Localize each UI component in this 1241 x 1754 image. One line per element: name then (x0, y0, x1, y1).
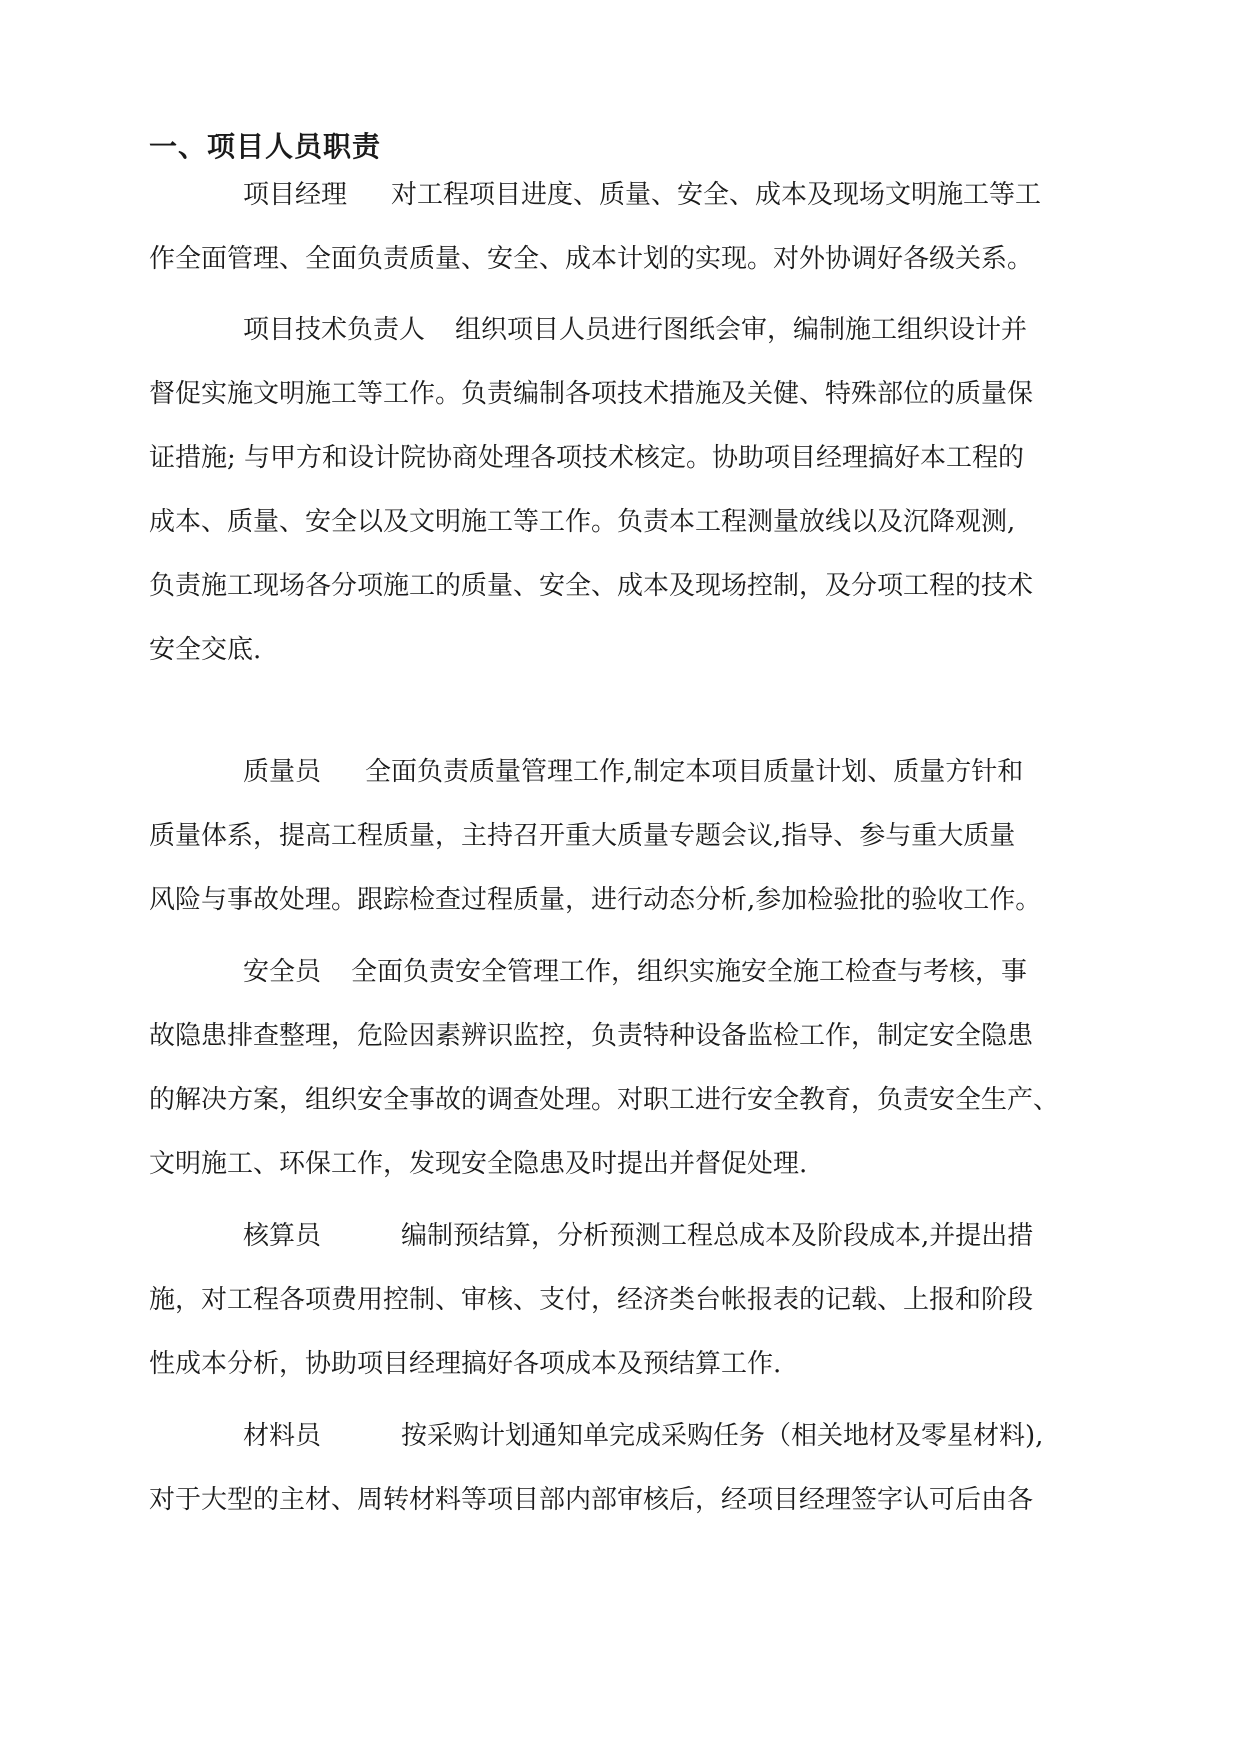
role-label: 项目技术负责人 (243, 315, 426, 345)
paragraph-first-line (149, 940, 1139, 1004)
role-label: 材料员 (243, 1421, 322, 1451)
paragraph-line: 文明施工、环保工作，发现安全隐患及时提出并督促处理. (149, 1149, 808, 1179)
paragraph-materials-officer (149, 1404, 1139, 1532)
section-heading: 一、项目人员职责 (149, 130, 382, 163)
role-label: 安全员 (243, 957, 322, 987)
paragraph-first-line (149, 1404, 1139, 1468)
paragraph-line: 证措施; 与甲方和设计院协商处理各项技术核定。协助项目经理搞好本工程的 (149, 443, 1025, 473)
paragraph-text: 对工程项目进度、质量、安全、成本及现场文明施工等工 (391, 180, 1042, 210)
paragraph-safety-officer (149, 940, 1139, 1196)
paragraph-first-line (149, 1204, 1139, 1268)
role-label: 质量员 (243, 757, 322, 787)
role-label: 项目经理 (243, 180, 348, 210)
paragraph-project-manager (149, 163, 1139, 291)
paragraph-text: 全面负责安全管理工作，组织实施安全施工检查与考核，事 (351, 957, 1028, 987)
paragraph-line: 成本、质量、安全以及文明施工等工作。负责本工程测量放线以及沉降观测, (149, 507, 1016, 537)
paragraph-first-line (149, 298, 1139, 362)
paragraph-line: 性成本分析，协助项目经理搞好各项成本及预结算工作. (149, 1349, 782, 1379)
paragraph-first-line (149, 740, 1139, 804)
paragraph-line: 负责施工现场各分项施工的质量、安全、成本及现场控制，及分项工程的技术 (149, 571, 1034, 601)
paragraph-line: 安全交底. (149, 635, 262, 665)
paragraph-text: 编制预结算，分析预测工程总成本及阶段成本,并提出措 (401, 1221, 1034, 1251)
paragraph-cost-accountant (149, 1204, 1139, 1396)
paragraph-line: 的解决方案，组织安全事故的调查处理。对职工进行安全教育，负责安全生产、 (149, 1085, 1060, 1115)
paragraph-line: 施，对工程各项费用控制、审核、支付，经济类台帐报表的记载、上报和阶段 (149, 1285, 1034, 1315)
role-label: 核算员 (243, 1221, 322, 1251)
paragraph-text: 组织项目人员进行图纸会审，编制施工组织设计并 (455, 315, 1028, 345)
paragraph-first-line (149, 163, 1139, 227)
paragraph-line: 故隐患排查整理，危险因素辨识监控，负责特种设备监检工作，制定安全隐患 (149, 1021, 1034, 1051)
paragraph-quality-officer (149, 740, 1139, 932)
paragraph-text: 按采购计划通知单完成采购任务（相关地材及零星材料), (401, 1421, 1044, 1451)
paragraph-text: 全面负责质量管理工作,制定本项目质量计划、质量方针和 (365, 757, 1024, 787)
paragraph-line: 风险与事故处理。跟踪检查过程质量，进行动态分析,参加检验批的验收工作。 (149, 885, 1042, 915)
paragraph-line: 对于大型的主材、周转材料等项目部内部审核后，经项目经理签字认可后由各 (149, 1485, 1034, 1515)
paragraph-technical-lead (149, 298, 1139, 682)
paragraph-line: 质量体系，提高工程质量，主持召开重大质量专题会议,指导、参与重大质量 (149, 821, 1016, 851)
paragraph-line: 作全面管理、全面负责质量、安全、成本计划的实现。对外协调好各级关系。 (149, 244, 1034, 274)
paragraph-line: 督促实施文明施工等工作。负责编制各项技术措施及关健、特殊部位的质量保 (149, 379, 1034, 409)
